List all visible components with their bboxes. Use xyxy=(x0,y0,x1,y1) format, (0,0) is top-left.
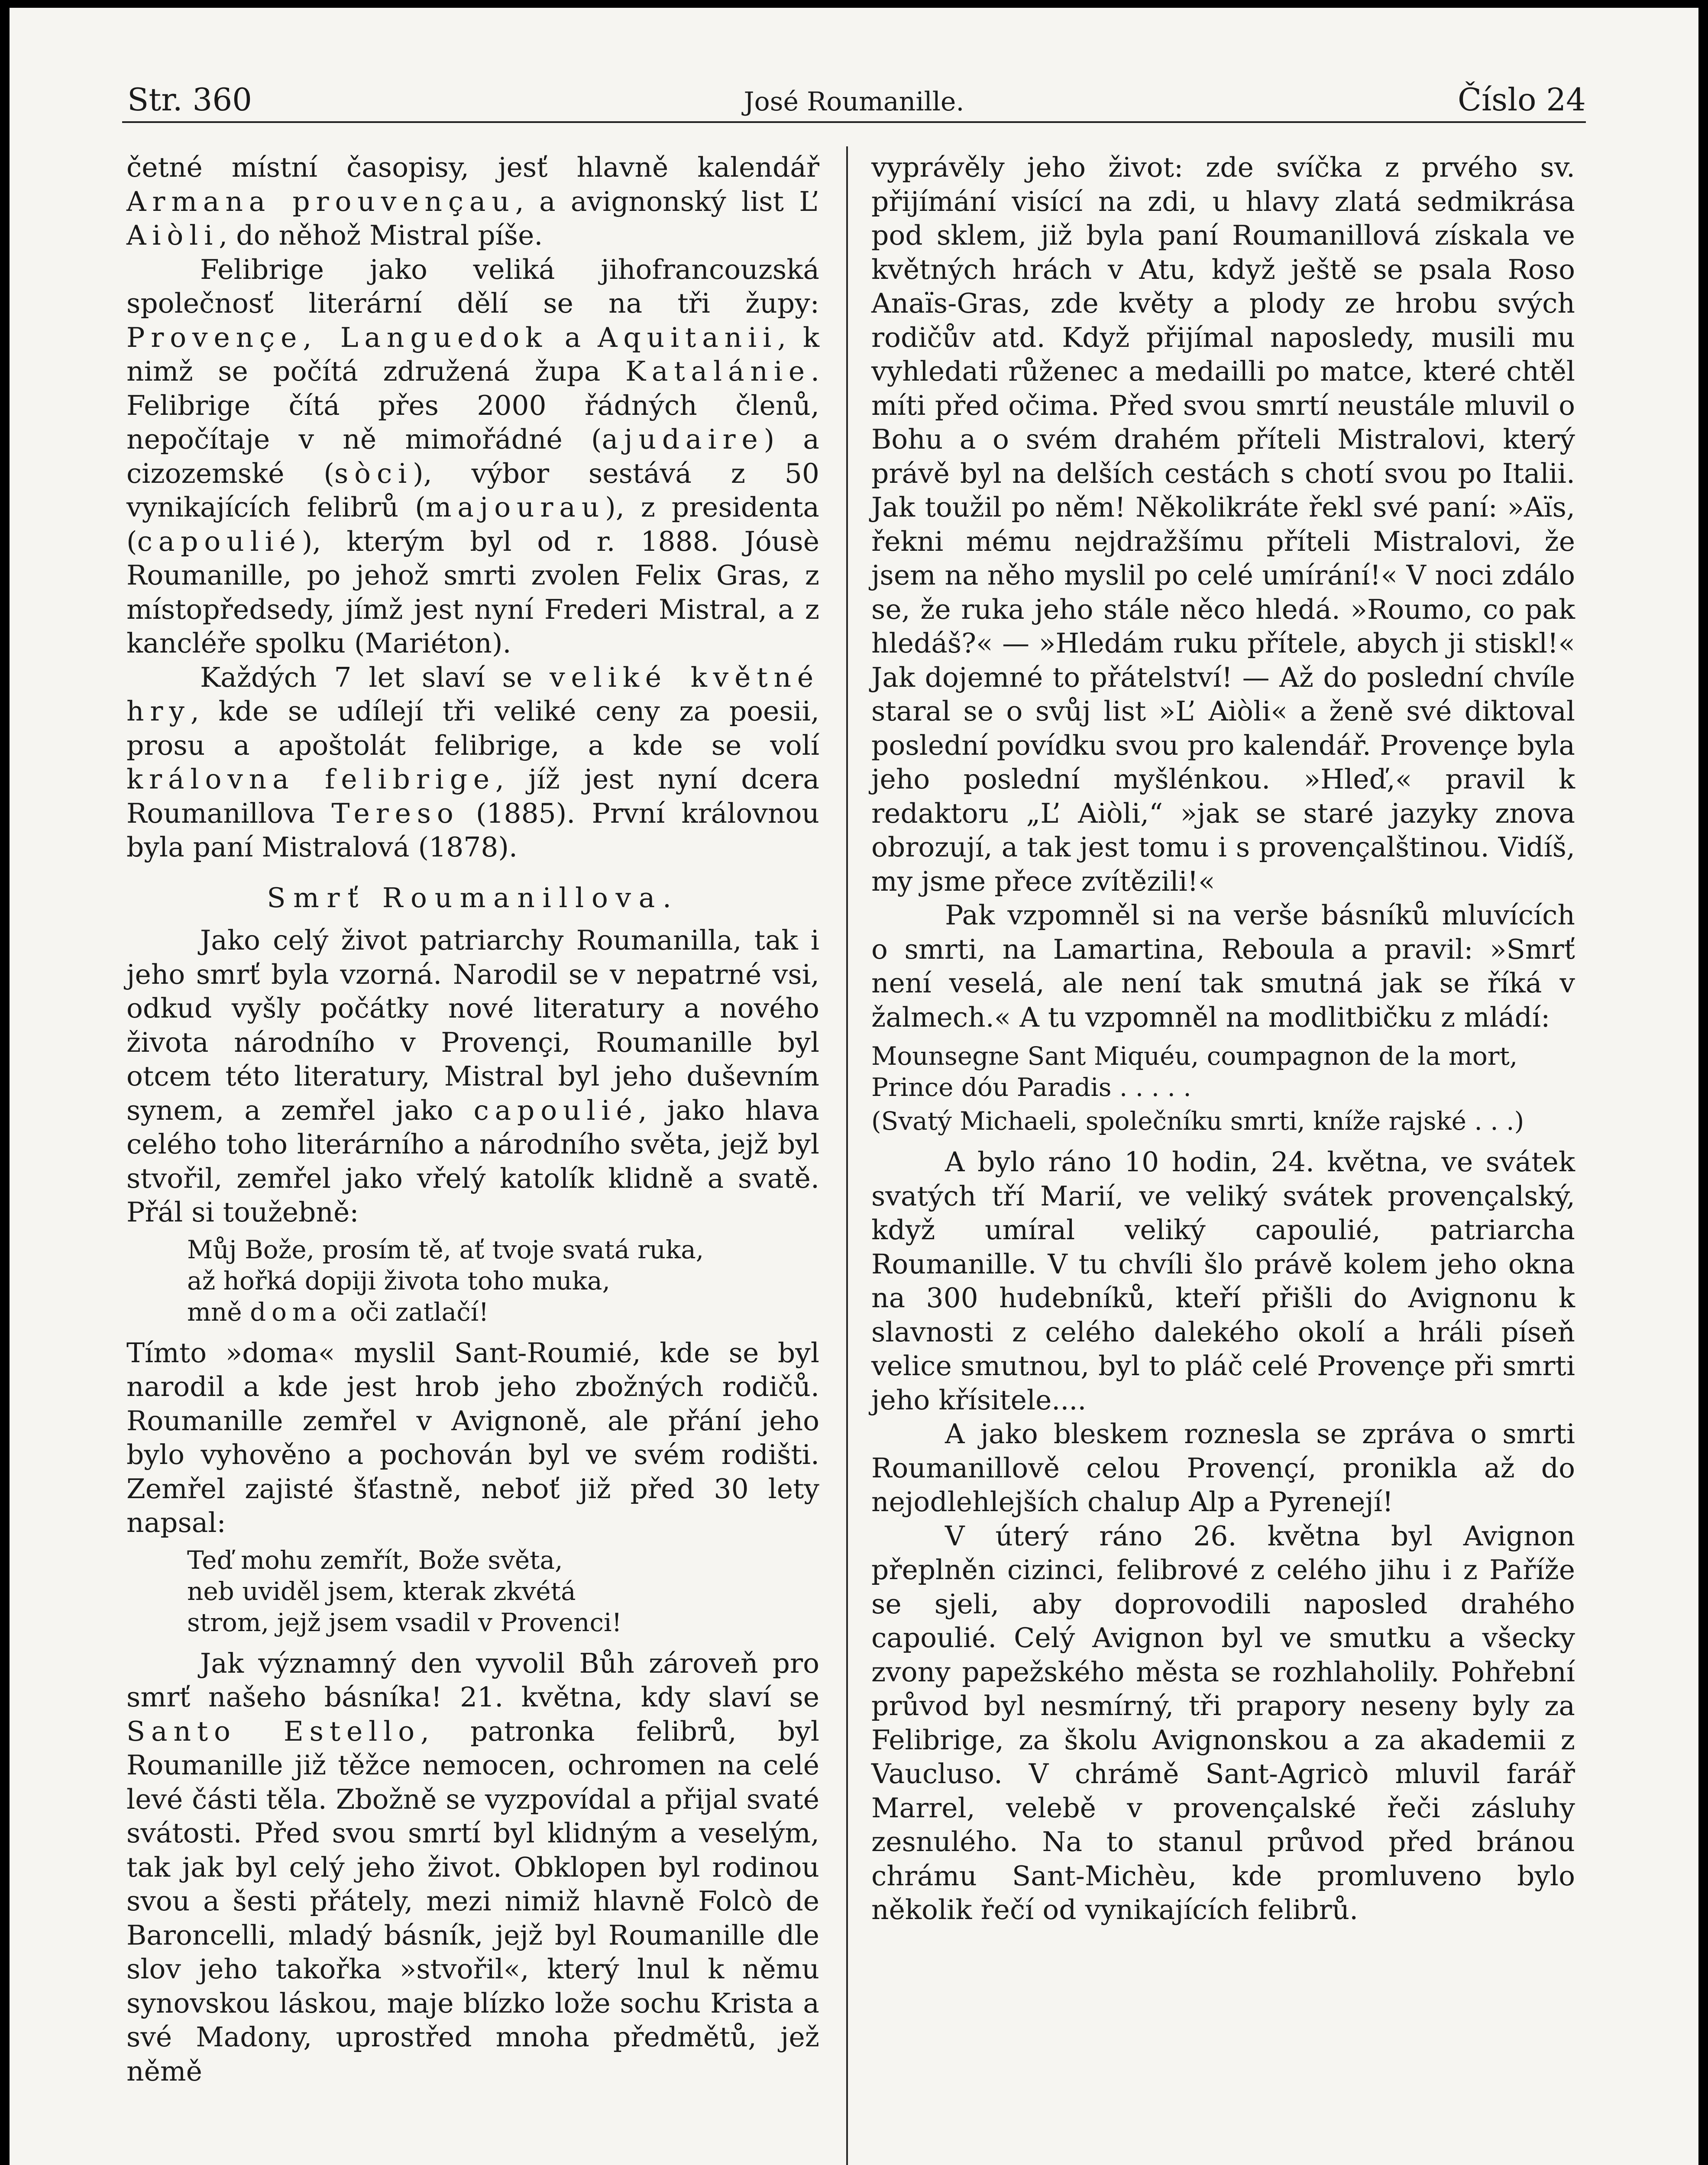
spaced-text: Aquitanii xyxy=(598,321,778,353)
text: mně xyxy=(187,1297,250,1327)
text: ), kterým byl od r. 1888. Jóusè Roumanille, po jehož smrti zvolen Felix Gras, z místopředsedy, jímž jest nyní Frederi Mistral, a z kancléře spolku (Mariéton). xyxy=(126,525,819,659)
text: . Felibrige čítá přes 2000 řádných členů, nepočítaje v ně mimořádné ( xyxy=(126,355,819,455)
text: , patronka felibrů, byl Roumanille již těžce nemocen, ochromen na celé levé části těla. Zbožně se vyzpovídal a přijal svaté svátosti. Před svou smrtí byl klidným a veselým, tak jak byl celý jeho život. Obklopen byl rodinou svou a šesti přátely, mezi nimiž hlavně Folcò de Baroncelli, mladý básník, jejž byl Roumanille dle slov jeho takořka »stvořil«, který lnul k němu synovskou láskou, maje blízko lože sochu Krista a své Madony, uprostřed mnoha předmětů, jež němě xyxy=(126,1715,819,2087)
spaced-text: Aiòli xyxy=(126,220,219,251)
text: , jíž jest nyní dcera Roumanillova xyxy=(126,763,819,829)
spaced-text: veliké květné hry xyxy=(126,661,820,727)
verse-line: neb uviděl jsem, kterak zkvétá xyxy=(187,1576,576,1606)
paragraph: Pak vzpomněl si na verše básníků mluvících o smrti, na Lamartina, Reboula a pravil: »Smrť není veselá, ale není tak smutná jak se říká v žalmech.« A tu vzpomněl na modlitbičku z mládí: xyxy=(871,899,1575,1033)
verse-line: Mounsegne Sant Miquéu, coumpagnon de la mort, xyxy=(871,1041,1518,1071)
right-column xyxy=(871,151,1575,1927)
text: ), z presidenta ( xyxy=(126,491,819,557)
verse-line: Prince dóu Paradis . . . . . xyxy=(871,1073,1191,1102)
spaced-text: Katalánie xyxy=(625,355,811,387)
spaced-text: ajudaire xyxy=(602,423,764,455)
page xyxy=(10,8,1698,2165)
spaced-text: královna felibrige xyxy=(126,763,496,795)
verse-line: Můj Bože, prosím tě, ať tvoje svatá ruka, xyxy=(187,1234,704,1264)
paragraph xyxy=(126,1647,819,2089)
verse-translation: (Svatý Michaeli, společníku smrti, kníže rajské . . .) xyxy=(871,1106,1524,1136)
section-heading: Smrť Roumanillova. xyxy=(267,882,679,914)
text: oči zatlačí! xyxy=(342,1297,489,1327)
paragraph: vyprávěly jeho život: zde svíčka z prvého sv. přijímání visící na zdi, u hlavy zlatá sedmikrása pod sklem, již byla paní Roumanillová získala ve květných hrách v Atu, když ještě se psala Roso Anaïs-Gras, zde květy a plody ze hrobu svých rodičův atd. Když přijímal naposledy, musili mu vyhledati růženec a medailli po matce, které chtěl míti před očima. Před svou smrtí neustále mluvil o Bohu a o svém drahém příteli Mistralovi, který právě byl na delších cestách s chotí svou po Italii. Jak toužil po něm! Několikráte řekl své paní: »Aïs, řekni mému nejdražšímu příteli Mistralovi, že jsem na něho myslil po celé umírání!« V noci zdálo se, že ruka jeho stále něco hledá. »Roumo, co pak hledáš?« — »Hledám ruku přítele, abych ji stiskl!« Jak dojemné to přátelství! — Až do poslední chvíle staral se o svůj list »L’ Aiòli« a ženě své diktoval poslední povídku svou pro kalendář. Provençe byla jeho poslední myšlénkou. »Hleď,« pravil k redaktoru „L’ Aiòli,“ »jak se staré jazyky znova obrozují, a tak jest tomu i s provençalštinou. Vidíš, my jsme přece zvítězili!« xyxy=(871,152,1575,897)
verse-line xyxy=(187,1296,819,1328)
text: , do něhož Mistral píše. xyxy=(219,220,543,251)
spaced-text: capoulié xyxy=(137,525,302,557)
paragraph xyxy=(126,661,819,865)
column-rule xyxy=(846,146,848,2165)
text: , a avignonský list L’ xyxy=(515,185,819,217)
paragraph: V úterý ráno 26. května byl Avignon přeplněn cizinci, felibrové z celého jihu i z Paříže se sjeli, aby doprovodili naposled drahého capoulié. Celý Avignon byl ve smutku a všecky zvony papežského města se rozhlaholily. Pohřební průvod byl nesmírný, tři prapory neseny byly za Felibrige, za školu Avignonskou a za akademii z Vaucluso. V chrámě Sant-Agricò mluvil farář Marrel, velebě v provençalské řeči zásluhy zesnulého. Na to stanul průvod před bránou chrámu Sant-Michèu, kde promluveno bylo několik řečí od vynikajících felibrů. xyxy=(871,1520,1575,1926)
text: Jak významný den vyvolil Bůh zároveň pro smrť našeho básníka! 21. května, kdy slaví se xyxy=(126,1647,819,1713)
spaced-text: sòci xyxy=(334,457,413,489)
text: (1885). První královnou byla paní Mistralová (1878). xyxy=(126,797,819,863)
spaced-text: doma xyxy=(250,1297,342,1327)
header-rule xyxy=(122,121,1586,123)
verse-line: až hořká dopiji života toho muka, xyxy=(187,1266,610,1296)
paragraph: A jako bleskem roznesla se zpráva o smrti Roumanillově celou Provençí, pronikla až do nejodlehlejších chalup Alp a Pyrenejí! xyxy=(871,1418,1575,1518)
paragraph: Tímto »doma« myslil Sant-Roumié, kde se byl narodil a kde jest hrob jeho zbožných rodičů. Roumanille zemřel v Avignoně, ale přání jeho bylo vyhověno a pochován byl ve svém rodišti. Zemřel zajisté šťastně, neboť již před 30 lety napsal: xyxy=(126,1337,819,1538)
text: Felibrige jako veliká jihofrancouzská společnosť literární dělí se na tři župy: xyxy=(126,253,819,319)
verse-block xyxy=(187,1234,819,1328)
running-title: José Roumanille. xyxy=(744,87,964,117)
page-header xyxy=(122,73,1586,120)
text: , jako hlava celého toho literárního a národního světa, jejž byl stvořil, zemřel jako vřelý katolík klidně a svatě. Přál si toužebně: xyxy=(126,1094,819,1228)
spaced-text: majourau xyxy=(425,491,605,523)
paragraph xyxy=(126,253,819,661)
issue-number: Číslo 24 xyxy=(1458,81,1586,118)
text: Každých 7 let slaví se xyxy=(200,661,550,693)
paragraph: A bylo ráno 10 hodin, 24. května, ve svátek svatých tří Marií, ve veliký svátek provençalský, když umíral veliký capoulié, patriarcha Roumanille. V tu chvíli šlo právě kolem jeho okna na 300 hudebníků, kteří přišli do Avignonu k slavnosti z celého dalekého okolí a hráli píseň velice smutnou, byl to pláč celé Provençe při smrti jeho křísitele.... xyxy=(871,1146,1575,1416)
paragraph xyxy=(126,151,819,253)
spaced-text: Provençe, Languedok xyxy=(126,321,548,353)
text: četné místní časopisy, jesť hlavně kalendář xyxy=(126,152,819,183)
text: , kde se udílejí tři veliké ceny za poesii, prosu a apoštolát felibrige, a kde se volí xyxy=(126,695,819,761)
text: ) a cizozemské ( xyxy=(126,423,819,489)
spaced-text: Santo Estello xyxy=(126,1715,421,1747)
page-number: Str. 360 xyxy=(127,81,252,118)
text: , k nimž se počítá združená župa xyxy=(126,321,820,387)
text: a xyxy=(548,321,598,353)
spaced-text: Armana prouvençau xyxy=(126,185,515,217)
left-column xyxy=(126,151,819,2088)
spaced-text: capoulié xyxy=(473,1094,638,1126)
text: Jako celý život patriarchy Roumanilla, tak i jeho smrť byla vzorná. Narodil se v nepatrné vsi, odkud vyšly počátky nové literatury a nového života národního v Provençi, Roumanille byl otcem této literatury, Mistral byl jeho duševním synem, a zemřel jako xyxy=(126,924,819,1126)
verse-block xyxy=(871,1040,1575,1137)
spaced-text: Tereso xyxy=(331,797,459,829)
text: ), výbor sestává z 50 vynikajících felibrů ( xyxy=(126,457,819,523)
verse-line: strom, jejž jsem vsadil v Provenci! xyxy=(187,1607,622,1637)
verse-block xyxy=(187,1545,819,1638)
paragraph xyxy=(126,924,819,1230)
verse-line: Teď mohu zemřít, Bože světa, xyxy=(187,1545,563,1575)
